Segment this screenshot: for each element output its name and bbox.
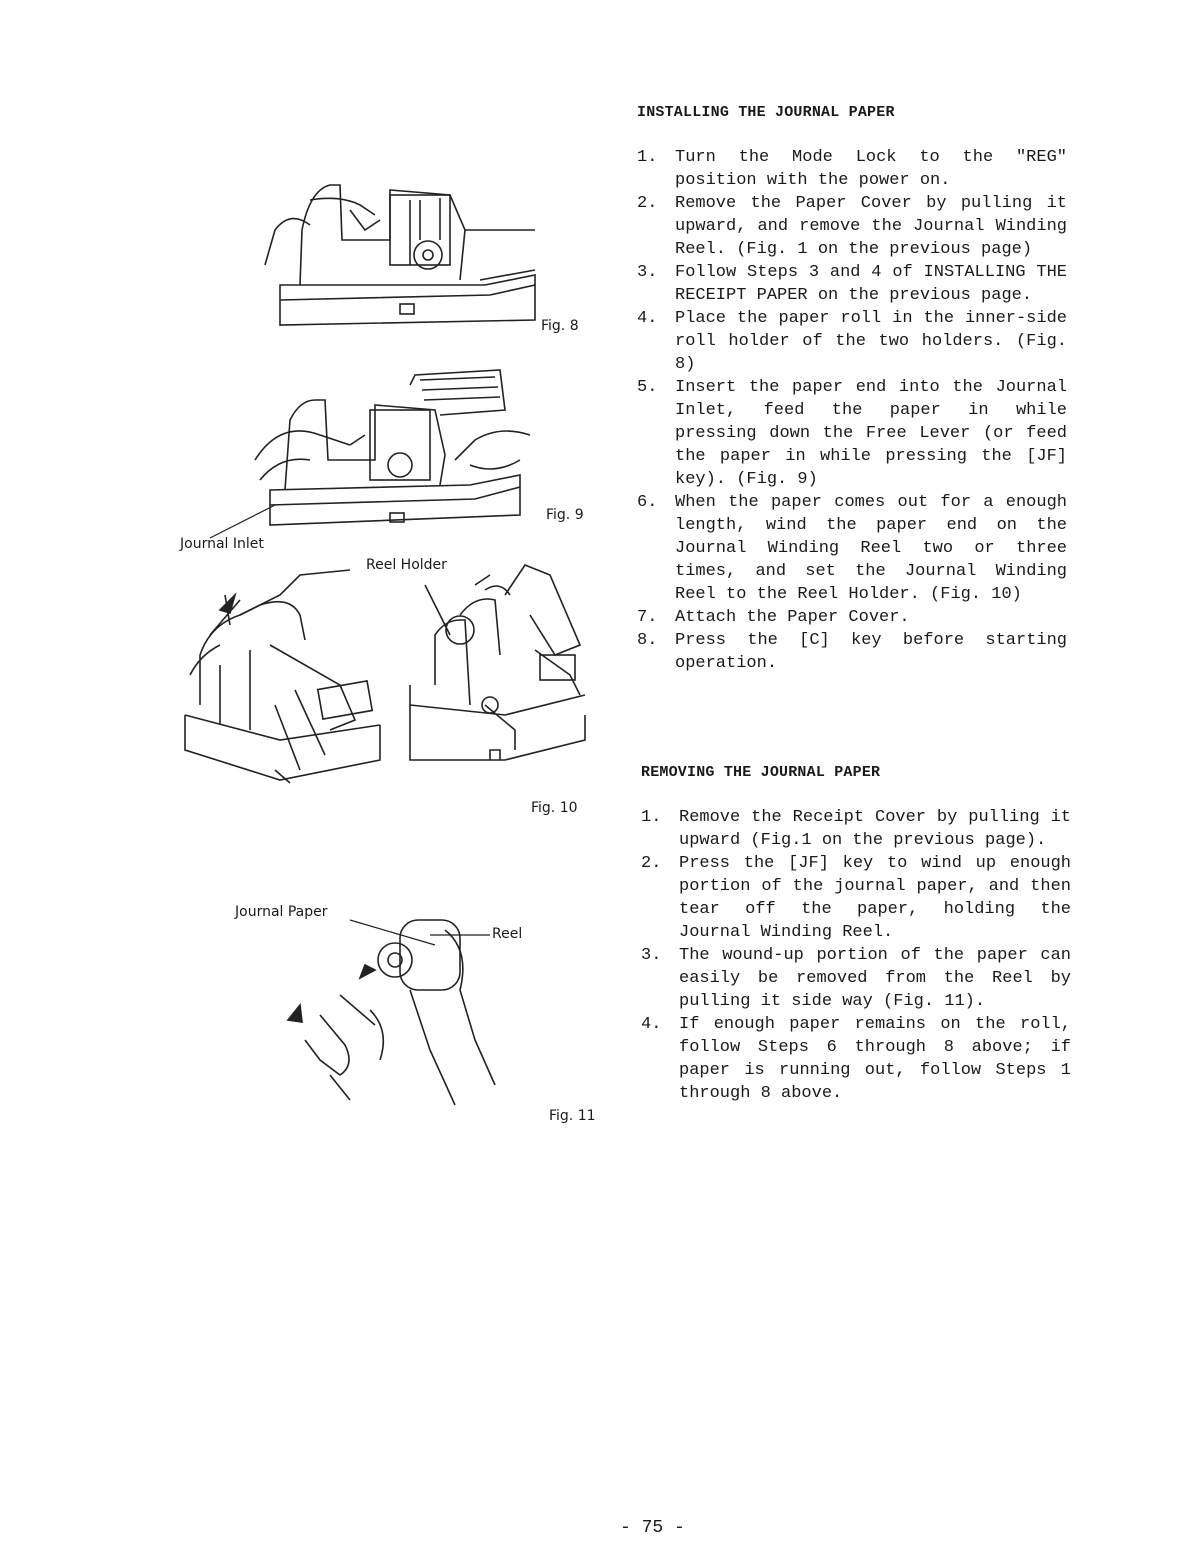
- fig10-right-illustration: [405, 555, 595, 765]
- journal-inlet-leader-line: [205, 500, 285, 540]
- list-item: 8. Press the [C] key before starting operation.: [637, 631, 1067, 673]
- fig8-label: Fig. 8: [541, 318, 579, 334]
- list-item: 6. When the paper comes out for a enough length, wind the paper end on the Journal Winding Reel two or three times, and set the Journal Winding Reel to the Reel Holder. (Fig. 10): [637, 493, 1067, 604]
- list-item: 3. Follow Steps 3 and 4 of INSTALLING THE RECEIPT PAPER on the previous page.: [637, 263, 1067, 305]
- list-item: 2. Press the [JF] key to wind up enough portion of the journal paper, and then tear off the paper, holding the Journal Winding Reel.: [641, 854, 1071, 942]
- list-item: 5. Insert the paper end into the Journal Inlet, feed the paper in while pressing down the Free Lever (or feed the paper in while pressing the [JF] key). (Fig. 9): [637, 378, 1067, 489]
- fig11-label: Fig. 11: [549, 1108, 596, 1124]
- installing-steps: [637, 146, 1067, 675]
- journal-inlet-callout: Journal Inlet: [180, 536, 264, 552]
- list-item: 7. Attach the Paper Cover.: [637, 608, 910, 627]
- fig9-illustration: [240, 365, 540, 535]
- fig9-label: Fig. 9: [546, 507, 584, 523]
- fig10-left-illustration: [180, 555, 400, 785]
- fig11-illustration: [280, 900, 523, 1110]
- removing-title: REMOVING THE JOURNAL PAPER: [641, 764, 881, 781]
- reel-callout: Reel: [492, 926, 523, 942]
- list-item: 4. If enough paper remains on the roll, follow Steps 6 through 8 above; if paper is running out, follow Steps 1 through 8 above.: [641, 1015, 1071, 1103]
- list-item: 1. Turn the Mode Lock to the "REG" position with the power on.: [637, 148, 1067, 190]
- removing-steps: [641, 806, 1071, 1105]
- list-item: 3. The wound-up portion of the paper can easily be removed from the Reel by pulling it side way (Fig. 11).: [641, 946, 1071, 1011]
- list-item: 1. Remove the Receipt Cover by pulling it upward (Fig.1 on the previous page).: [641, 808, 1071, 850]
- fig8-illustration: [250, 170, 540, 330]
- list-item: 4. Place the paper roll in the inner-side roll holder of the two holders. (Fig. 8): [637, 309, 1067, 374]
- fig10-label: Fig. 10: [531, 800, 578, 816]
- page-number: - 75 -: [620, 1518, 685, 1538]
- installing-title: INSTALLING THE JOURNAL PAPER: [637, 104, 895, 121]
- journal-paper-callout: Journal Paper: [235, 904, 328, 920]
- reel-holder-callout: Reel Holder: [366, 557, 447, 573]
- list-item: 2. Remove the Paper Cover by pulling it upward, and remove the Journal Winding Reel. (Fig. 1 on the previous page): [637, 194, 1067, 259]
